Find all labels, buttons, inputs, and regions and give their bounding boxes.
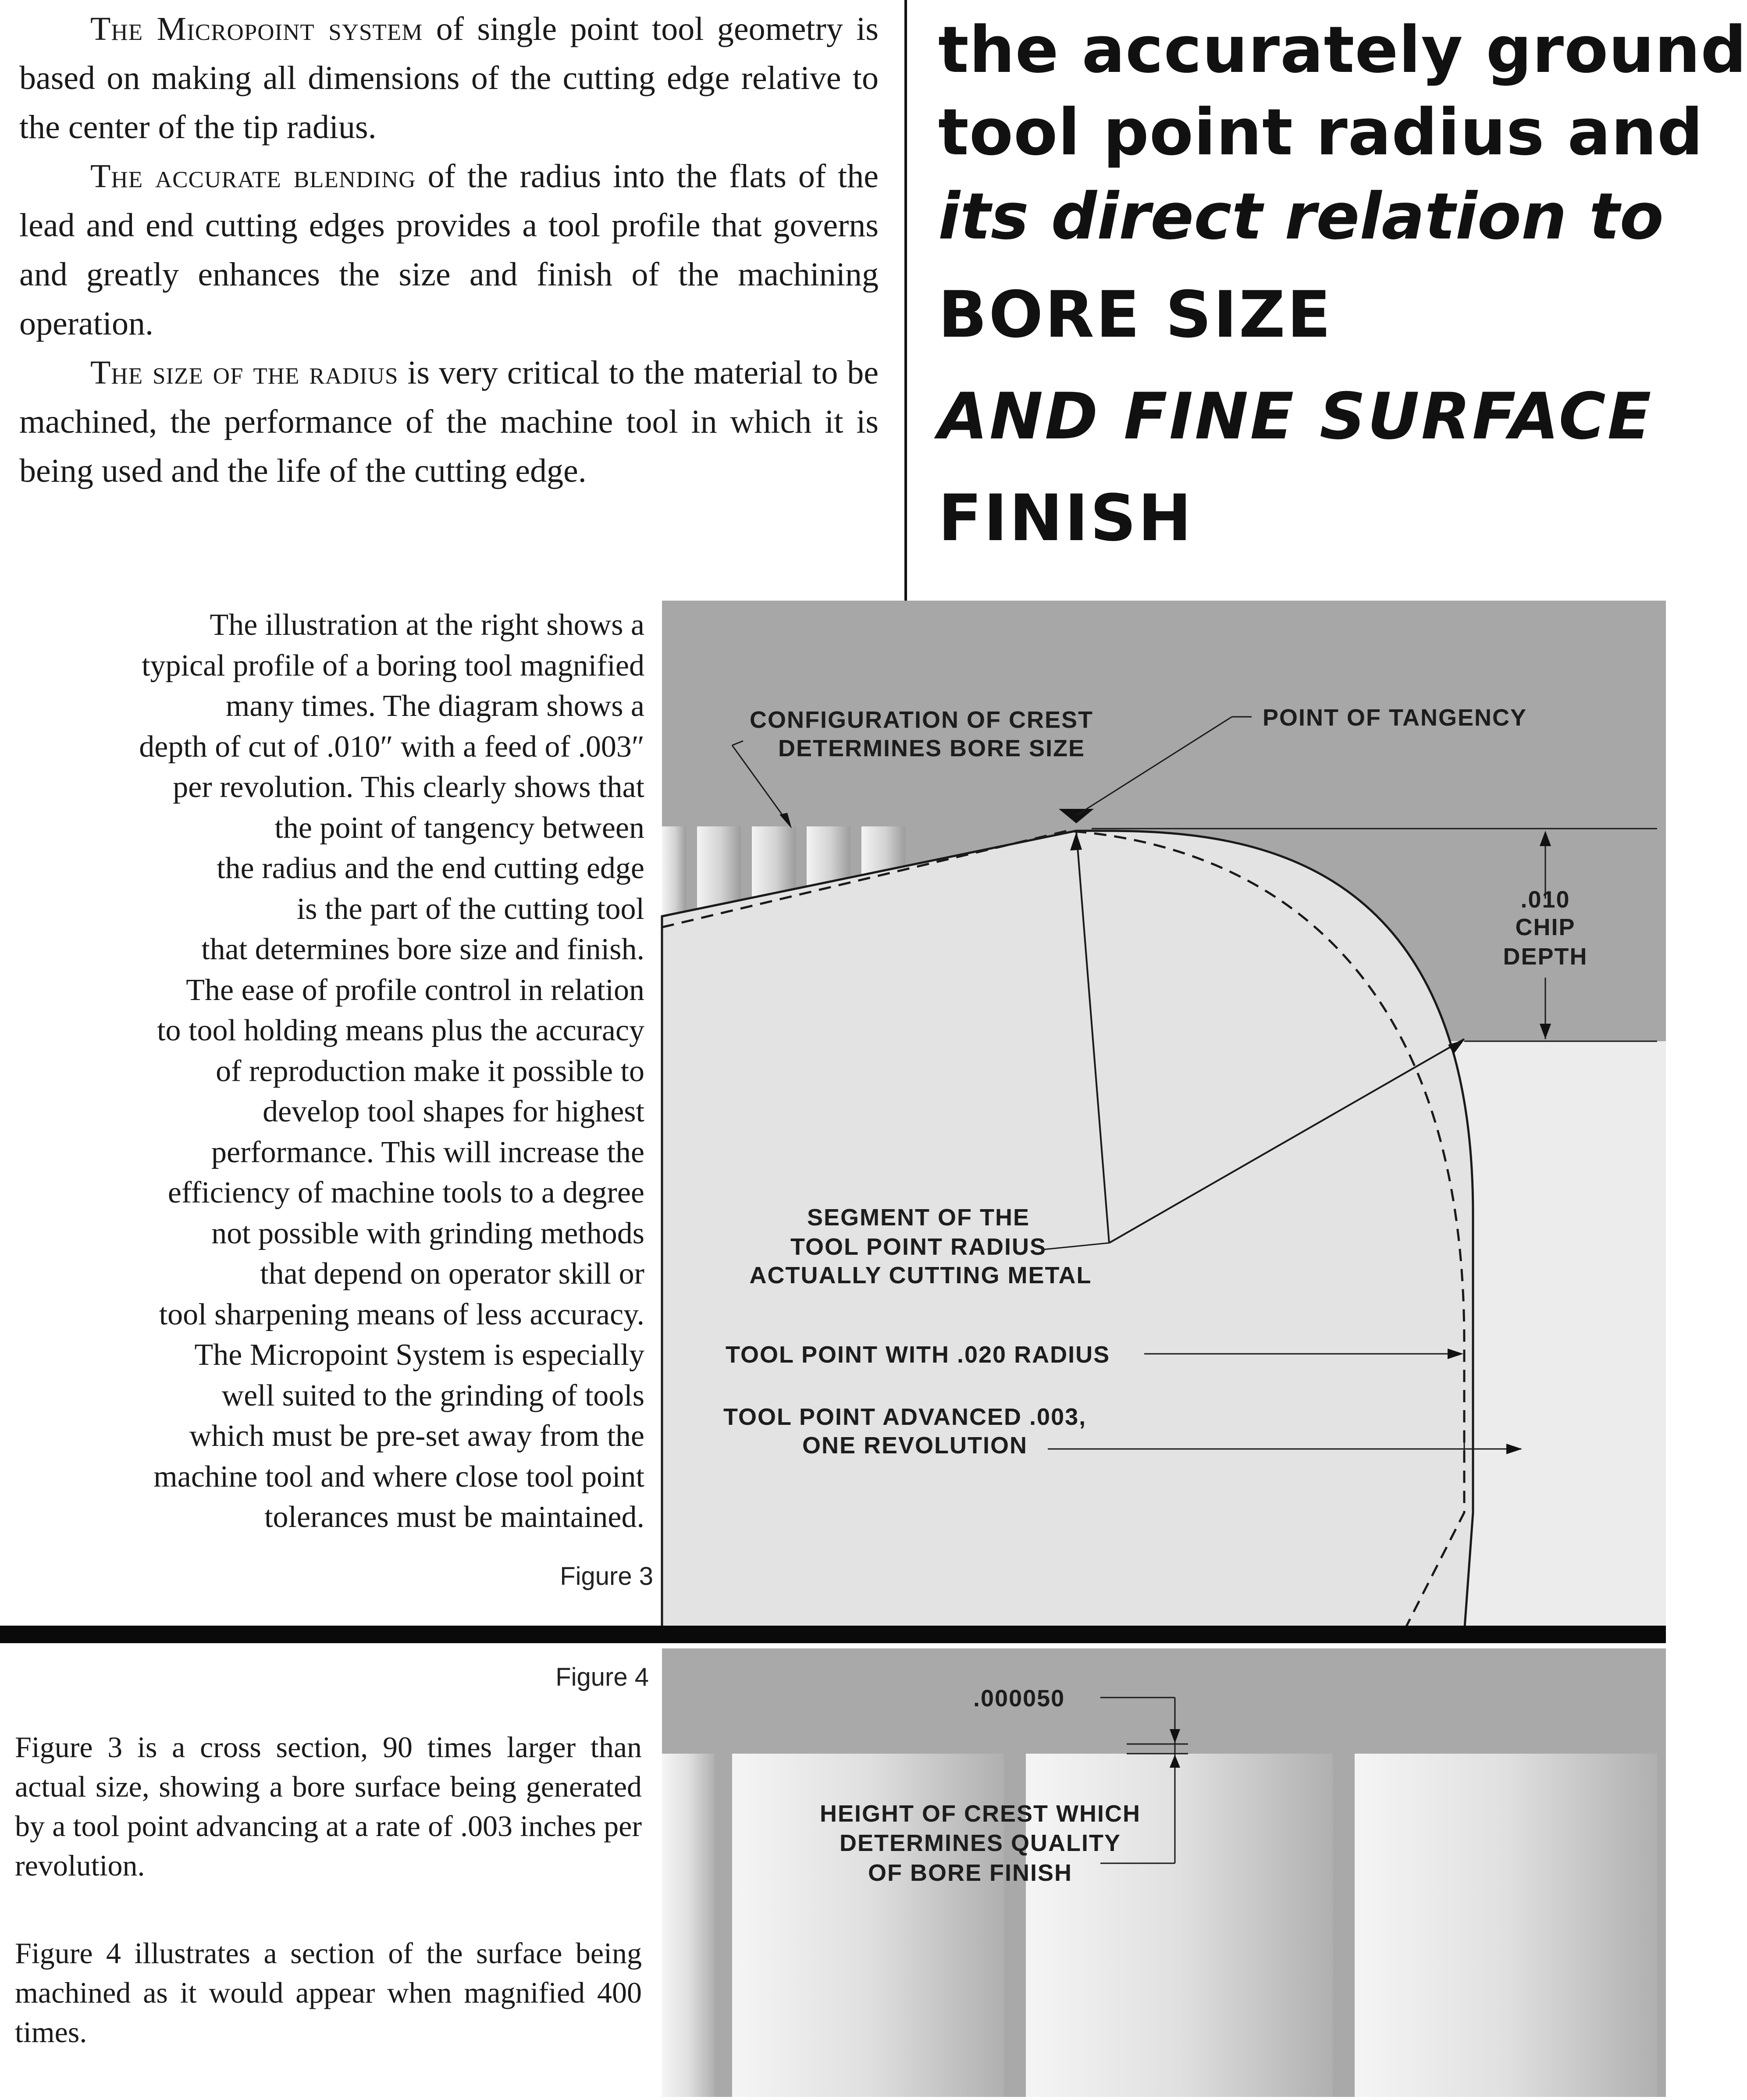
intro-lead-3: The size of the radius xyxy=(90,354,399,391)
description-line: tool sharpening means of less accuracy. xyxy=(159,1297,644,1331)
intro-lead-2: The accurate blending xyxy=(90,158,416,195)
crest-height-label-1: HEIGHT OF CREST WHICH xyxy=(820,1801,1141,1827)
description-line: typical profile of a boring tool magnified xyxy=(142,648,644,683)
figure4-caption: Figure 4 xyxy=(555,1663,649,1691)
description-line: The ease of profile control in relation xyxy=(186,973,644,1007)
intro-body-1: of single point tool geometry is based on making all dimensions of the cutting edge relative to the center of the tip radius. xyxy=(19,11,879,146)
chip-depth-value: .010 xyxy=(1520,886,1570,913)
chip-depth-label-2: DEPTH xyxy=(1503,943,1588,970)
headline xyxy=(938,9,1747,569)
headline-line-2: tool point radius and xyxy=(938,95,1704,170)
description-line: which must be pre-set away from the xyxy=(189,1419,644,1453)
intro-body-3: is very critical to the material to be machined, the performance of the machine tool in which it is being used and the life of the cutting edge. xyxy=(19,354,879,489)
description-line: machine tool and where close tool point xyxy=(153,1459,644,1494)
crest-height-label-3: OF BORE FINISH xyxy=(868,1860,1073,1886)
description-line: depth of cut of .010″ with a feed of .003″ xyxy=(139,730,644,764)
segment-label-2: TOOL POINT RADIUS xyxy=(790,1234,1047,1260)
advanced-label-1: TOOL POINT ADVANCED .003, xyxy=(723,1404,1087,1430)
figure3-diagram xyxy=(662,601,1666,1633)
surface-peak xyxy=(662,1754,715,2097)
figure3-caption: Figure 3 xyxy=(560,1562,653,1591)
headline-line-5: AND FINE SURFACE xyxy=(938,379,1653,454)
crest-height-value: .000050 xyxy=(973,1685,1065,1712)
description-line: The Micropoint System is especially xyxy=(194,1338,644,1372)
description-line: per revolution. This clearly shows that xyxy=(173,770,644,804)
chip-depth-label: CHIP xyxy=(1515,914,1576,940)
advanced-label-2: ONE REVOLUTION xyxy=(802,1432,1028,1459)
headline-line-3: its direct relation to xyxy=(938,179,1664,254)
description-line: that depend on operator skill or xyxy=(260,1257,644,1291)
headline-line-1: the accurately ground xyxy=(938,13,1747,87)
section-divider xyxy=(0,1626,1666,1643)
description-line: performance. This will increase the xyxy=(211,1135,644,1169)
description-line: many times. The diagram shows a xyxy=(225,689,644,723)
crest-bump xyxy=(662,826,686,923)
description-line: tolerances must be maintained. xyxy=(264,1500,644,1534)
intro-text xyxy=(19,4,879,495)
description-line: The illustration at the right shows a xyxy=(210,608,644,642)
headline-line-6: FINISH xyxy=(938,481,1193,555)
segment-label-3: ACTUALLY CUTTING METAL xyxy=(749,1262,1092,1288)
description-line: to tool holding means plus the accuracy xyxy=(157,1014,644,1047)
surface-peak xyxy=(1355,1754,1657,2097)
tool-profile xyxy=(662,831,1473,1633)
description-line: the radius and the end cutting edge xyxy=(217,851,644,885)
description-line: the point of tangency between xyxy=(274,811,644,845)
segment-label-1: SEGMENT OF THE xyxy=(807,1204,1030,1231)
description-line: that determines bore size and finish. xyxy=(201,933,644,966)
crest-label-2: DETERMINES BORE SIZE xyxy=(778,735,1085,762)
lower-text xyxy=(15,1727,642,2100)
figure4-explanation: Figure 4 illustrates a section of the surface being machined as it would appear when magnified 400 times. xyxy=(15,1936,642,2049)
intro-paragraph-1 xyxy=(19,4,879,152)
figure3-description xyxy=(4,605,644,1538)
vertical-divider xyxy=(904,0,907,644)
headline-line-4: BORE SIZE xyxy=(938,278,1333,352)
figure4-diagram xyxy=(662,1648,1666,2097)
intro-paragraph-2 xyxy=(19,152,879,348)
figure3-explanation: Figure 3 is a cross section, 90 times larger than actual size, showing a bore surface being generated by a tool point advancing at a rate of .003 inches per revolution. xyxy=(15,1730,642,1882)
intro-lead-1: The Micropoint system xyxy=(90,11,423,47)
crest-height-label-2: DETERMINES QUALITY xyxy=(840,1830,1121,1856)
description-line: is the part of the cutting tool xyxy=(296,892,644,926)
tangency-label: POINT OF TANGENCY xyxy=(1263,705,1527,731)
intro-paragraph-3 xyxy=(19,348,879,495)
radius-label: TOOL POINT WITH .020 RADIUS xyxy=(726,1342,1110,1368)
description-line: efficiency of machine tools to a degree xyxy=(167,1176,644,1210)
description-line: of reproduction make it possible to xyxy=(216,1054,644,1088)
description-line: well suited to the grinding of tools xyxy=(221,1378,644,1413)
description-line: develop tool shapes for highest xyxy=(263,1095,644,1128)
intro-body-2: of the radius into the flats of the lead and end cutting edges provides a tool profile that governs and greatly enhances the size and finish of the machining operation. xyxy=(19,158,879,342)
description-line: not possible with grinding methods xyxy=(211,1216,644,1250)
crest-label-1: CONFIGURATION OF CREST xyxy=(750,707,1093,733)
